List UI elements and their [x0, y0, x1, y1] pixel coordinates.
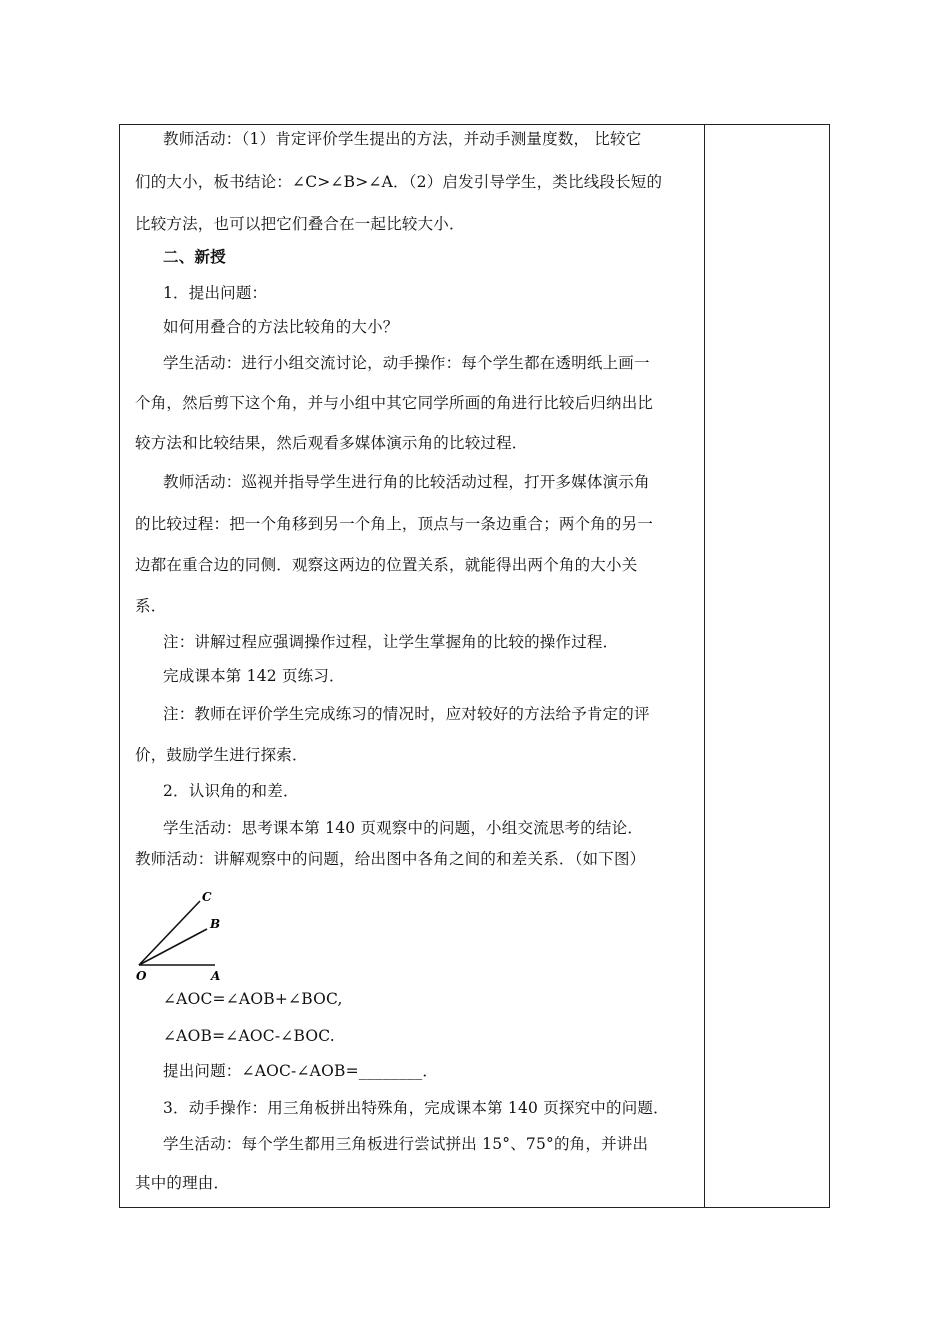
- paragraph-line: 其中的理由．: [135, 1174, 230, 1192]
- paragraph-line: 的比较过程：把一个角移到另一个角上，顶点与一条边重合；两个角的另一: [135, 515, 654, 533]
- paragraph-line: 完成课本第 142 页练习．: [163, 667, 345, 685]
- paragraph-line: 2．认识角的和差．: [163, 782, 299, 800]
- paragraph-line: 系．: [135, 597, 167, 615]
- section-heading: 二、新授: [163, 247, 226, 266]
- lesson-table: [119, 124, 830, 1208]
- paragraph-line: 比较方法，也可以把它们叠合在一起比较大小．: [135, 215, 465, 233]
- label-a: A: [211, 969, 221, 983]
- paragraph-line: 学生活动：思考课本第 140 页观察中的问题，小组交流思考的结论．: [163, 819, 644, 837]
- ray-oc: [139, 901, 200, 965]
- paragraph-line: 1．提出问题：: [163, 284, 268, 302]
- paragraph-line: 较方法和比较结果，然后观看多媒体演示角的比较过程．: [135, 434, 528, 452]
- note-line: 注：教师在评价学生完成练习的情况时，应对较好的方法给予肯定的评: [163, 705, 650, 723]
- paragraph-line: 如何用叠合的方法比较角的大小？: [163, 318, 399, 336]
- note-line: 注：讲解过程应强调操作过程，让学生掌握角的比较的操作过程．: [163, 633, 619, 651]
- paragraph-line: 教师活动：（1）肯定评价学生提出的方法，并动手测量度数， 比较它: [163, 130, 642, 148]
- paragraph-line: 边都在重合边的同侧．观察这两边的位置关系，就能得出两个角的大小关: [135, 556, 638, 574]
- paragraph-line: 教师活动：讲解观察中的问题，给出图中各角之间的和差关系．（如下图）: [135, 850, 646, 868]
- angle-figure: [135, 888, 245, 983]
- label-c: C: [202, 890, 212, 904]
- paragraph-line: 3．动手操作：用三角板拼出特殊角，完成课本第 140 页探究中的问题．: [163, 1099, 669, 1117]
- paragraph-line: 们的大小，板书结论：∠C>∠B>∠A．（2）启发引导学生，类比线段长短的: [135, 173, 663, 191]
- label-o: O: [136, 969, 147, 983]
- formula-line: ∠AOC=∠AOB+∠BOC,: [163, 990, 343, 1008]
- paragraph-line: 教师活动：巡视并指导学生进行角的比较活动过程，打开多媒体演示角: [163, 473, 650, 491]
- label-b: B: [210, 917, 221, 931]
- paragraph-line: 个角，然后剪下这个角，并与小组中其它同学所画的角进行比较后归纳出比: [135, 394, 654, 412]
- paragraph-line: 学生活动：每个学生都用三角板进行尝试拼出 15°、75°的角，并讲出: [163, 1135, 649, 1153]
- question-line: 提出问题：∠AOC-∠AOB=________．: [163, 1062, 439, 1080]
- formula-line: ∠AOB=∠AOC-∠BOC.: [163, 1027, 335, 1045]
- ray-ob: [139, 929, 207, 965]
- paragraph-line: 学生活动：进行小组交流讨论，动手操作：每个学生都在透明纸上画一: [163, 354, 650, 372]
- paragraph-line: 价，鼓励学生进行探索．: [135, 746, 308, 764]
- column-divider: [704, 125, 705, 1207]
